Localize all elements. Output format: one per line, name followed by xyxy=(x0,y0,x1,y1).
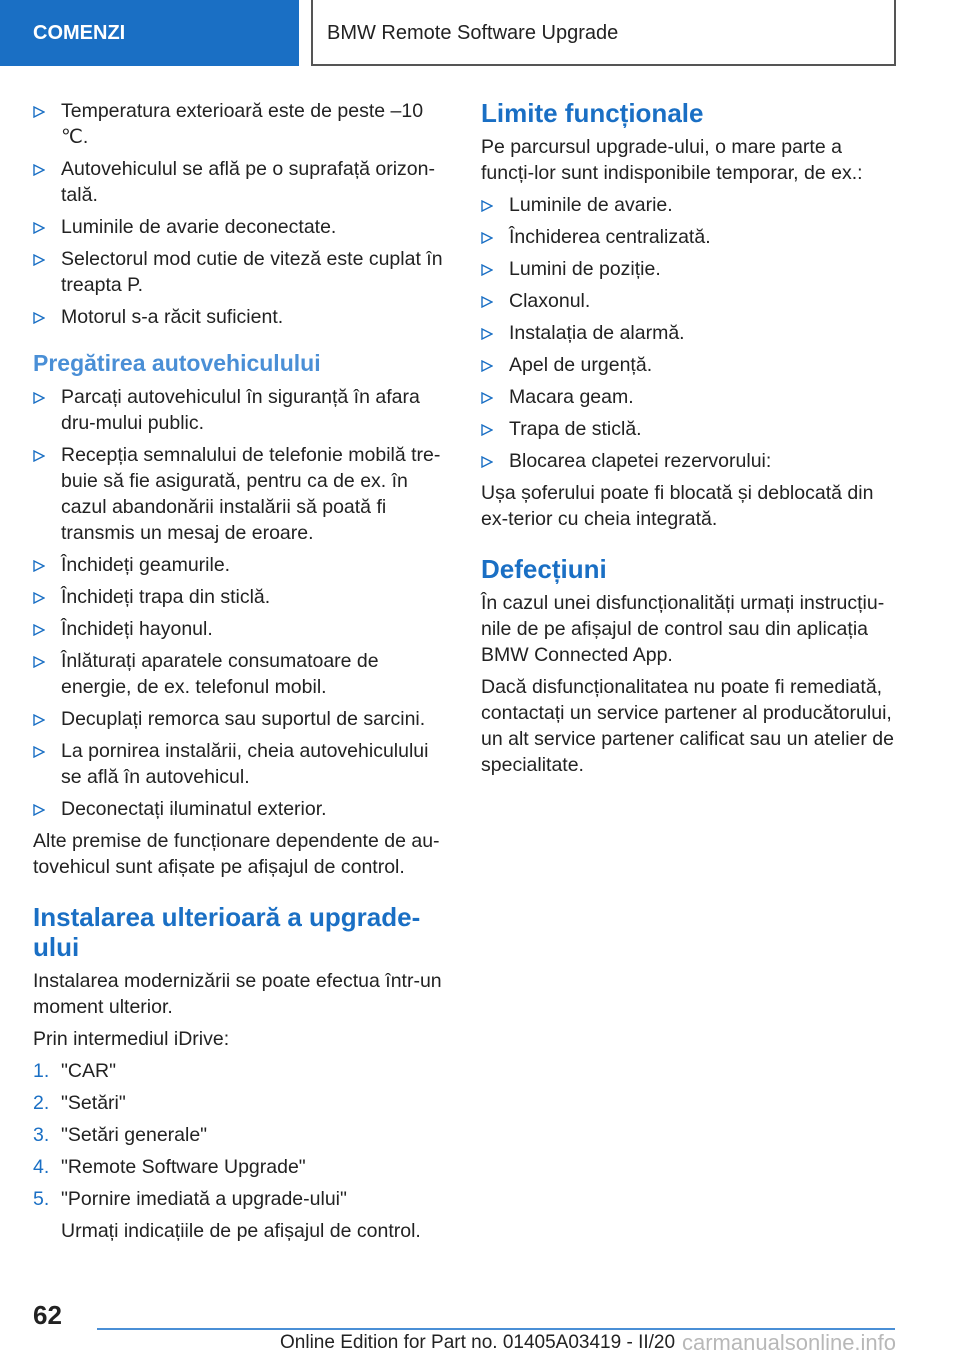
list-item: Deconectați iluminatul exterior. xyxy=(33,796,451,822)
list-item: Închideți hayonul. xyxy=(33,616,451,642)
installation-paragraph: Instalarea modernizării se poate efectua într-un moment ulterior. xyxy=(33,970,442,1018)
list-item: 2. "Setări" xyxy=(33,1092,126,1114)
triangle-bullet-icon xyxy=(33,442,53,470)
left-column xyxy=(33,98,451,1250)
preparation-note: Alte premise de funcționare dependente de au-tovehicul sunt afișate pe afișajul de control. xyxy=(33,830,440,878)
list-item: Luminile de avarie. xyxy=(481,192,899,218)
triangle-bullet-icon xyxy=(481,256,501,284)
idrive-steps xyxy=(33,1058,451,1212)
follow-instructions: Urmați indicațiile de pe afișajul de control. xyxy=(61,1220,421,1242)
list-item: Înlăturați aparatele consumatoare de energie, de ex. telefonul mobil. xyxy=(33,648,451,700)
section-title: BMW Remote Software Upgrade xyxy=(311,0,896,66)
limits-note: Ușa șoferului poate fi blocată și deblocată din ex-terior cu cheia integrată. xyxy=(481,482,874,530)
triangle-bullet-icon xyxy=(33,738,53,766)
heading-later-installation: Instalarea ulterioară a upgrade-ului xyxy=(33,902,421,962)
limits-list xyxy=(481,192,899,474)
watermark: carmanualsonline.info xyxy=(682,1330,897,1355)
triangle-bullet-icon xyxy=(481,352,501,380)
triangle-bullet-icon xyxy=(481,288,501,316)
heading-faults: Defecțiuni xyxy=(481,554,607,584)
prerequisite-list xyxy=(33,98,451,330)
list-item: La pornirea instalării, cheia autovehiculului se află în autovehicul. xyxy=(33,738,451,790)
list-item: Motorul s-a răcit suficient. xyxy=(33,304,451,330)
triangle-bullet-icon xyxy=(33,706,53,734)
list-item: 5. "Pornire imediată a upgrade-ului" xyxy=(33,1188,347,1210)
list-item: Autovehiculul se află pe o suprafață orizon-tală. xyxy=(33,156,451,208)
step-number: 5. xyxy=(33,1188,50,1210)
triangle-bullet-icon xyxy=(481,192,501,220)
triangle-bullet-icon xyxy=(33,246,53,274)
list-item: 1. "CAR" xyxy=(33,1060,117,1082)
heading-functional-limits: Limite funcționale xyxy=(481,98,704,128)
step-number: 1. xyxy=(33,1060,50,1082)
triangle-bullet-icon xyxy=(481,384,501,412)
triangle-bullet-icon xyxy=(33,304,53,332)
step-number: 4. xyxy=(33,1156,50,1178)
triangle-bullet-icon xyxy=(33,214,53,242)
triangle-bullet-icon xyxy=(33,648,53,676)
list-item: 4. "Remote Software Upgrade" xyxy=(33,1156,306,1178)
list-item: Claxonul. xyxy=(481,288,899,314)
list-item: Închideți trapa din sticlă. xyxy=(33,584,451,610)
idrive-intro: Prin intermediul iDrive: xyxy=(33,1028,230,1050)
list-item: Decuplați remorca sau suportul de sarcini. xyxy=(33,706,451,732)
heading-vehicle-preparation: Pregătirea autovehiculului xyxy=(33,350,321,376)
list-item: Temperatura exterioară este de peste –10 ℃. xyxy=(33,98,451,150)
triangle-bullet-icon xyxy=(481,416,501,444)
list-item: Selectorul mod cutie de viteză este cuplat în treapta P. xyxy=(33,246,451,298)
triangle-bullet-icon xyxy=(33,552,53,580)
triangle-bullet-icon xyxy=(481,320,501,348)
triangle-bullet-icon xyxy=(33,98,53,126)
faults-paragraph-2: Dacă disfuncționalitatea nu poate fi remediată, contactați un service partener al producătorului, un alt service partener calificat sau un atelier de specialitate. xyxy=(481,676,894,776)
list-item: Instalația de alarmă. xyxy=(481,320,899,346)
triangle-bullet-icon xyxy=(33,616,53,644)
faults-paragraph-1: În cazul unei disfuncționalități urmați instrucțiu-nile de pe afișajul de control sau din aplicația BMW Connected App. xyxy=(481,592,885,666)
list-item: Macara geam. xyxy=(481,384,899,410)
list-item: Închiderea centralizată. xyxy=(481,224,899,250)
triangle-bullet-icon xyxy=(481,448,501,476)
list-item: Trapa de sticlă. xyxy=(481,416,899,442)
footer-edition: Online Edition for Part no. 01405A03419 - II/20 xyxy=(280,1332,676,1353)
page-header xyxy=(0,0,960,66)
right-column xyxy=(481,98,899,784)
triangle-bullet-icon xyxy=(33,796,53,824)
list-item: Parcați autovehiculul în siguranță în afara dru-mului public. xyxy=(33,384,451,436)
list-item: 3. "Setări generale" xyxy=(33,1124,208,1146)
limits-intro: Pe parcursul upgrade-ului, o mare parte a funcți-lor sunt indisponibile temporar, de ex.: xyxy=(481,136,863,184)
triangle-bullet-icon xyxy=(481,224,501,252)
preparation-list xyxy=(33,384,451,822)
triangle-bullet-icon xyxy=(33,384,53,412)
chapter-tab[interactable]: COMENZI xyxy=(0,0,299,66)
step-number: 3. xyxy=(33,1124,50,1146)
list-item: Luminile de avarie deconectate. xyxy=(33,214,451,240)
page-number: 62 xyxy=(33,1300,62,1330)
step-number: 2. xyxy=(33,1092,50,1114)
list-item: Lumini de poziție. xyxy=(481,256,899,282)
triangle-bullet-icon xyxy=(33,156,53,184)
list-item: Recepția semnalului de telefonie mobilă tre-buie să fie asigurată, pentru ca de ex. în cazul abandonării instalării să poată fi transmis un mesaj de eroare. xyxy=(33,442,451,546)
list-item: Blocarea clapetei rezervorului: xyxy=(481,448,899,474)
triangle-bullet-icon xyxy=(33,584,53,612)
list-item: Închideți geamurile. xyxy=(33,552,451,578)
list-item: Apel de urgență. xyxy=(481,352,899,378)
